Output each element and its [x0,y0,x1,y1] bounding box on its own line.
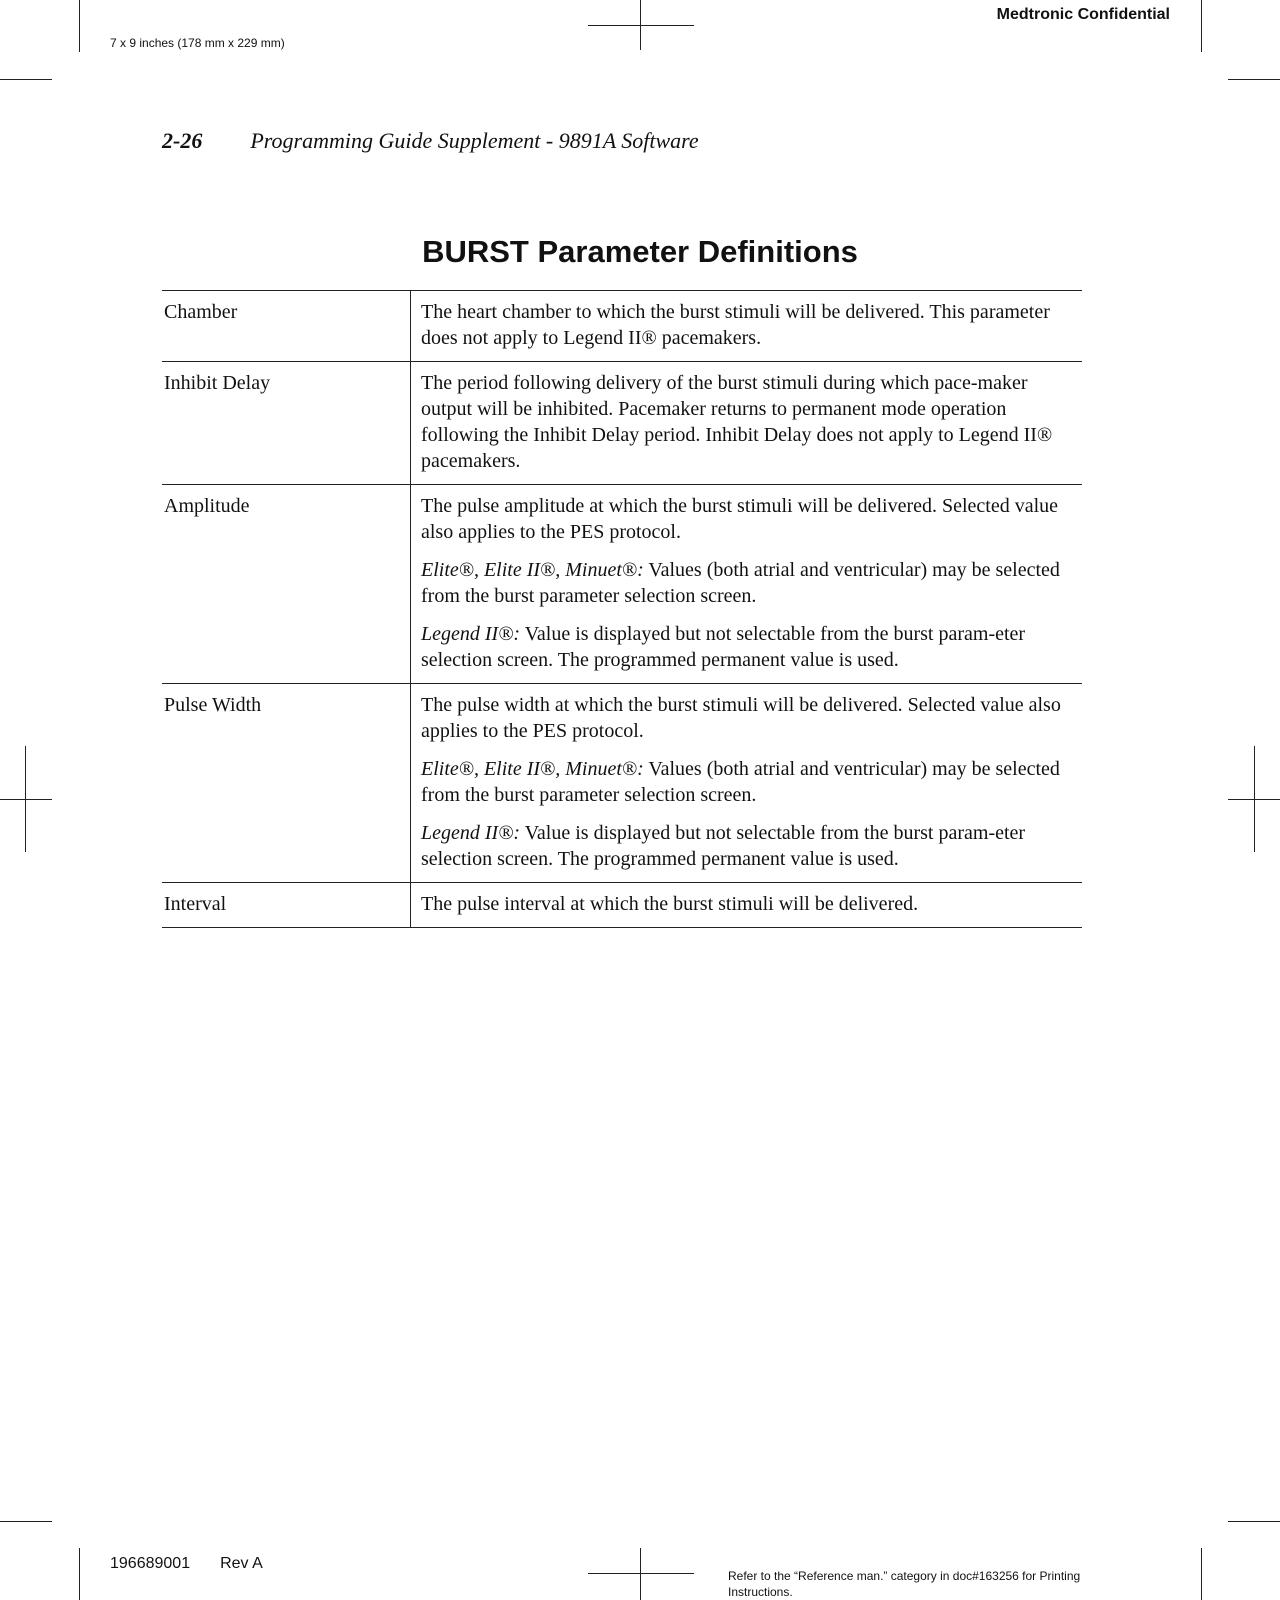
table-row [162,291,1082,362]
registration-mark [1228,799,1280,800]
definition-description [411,362,1083,485]
crop-mark [1228,1521,1280,1522]
definition-term: Amplitude [162,485,411,684]
crop-mark [79,1548,80,1600]
paragraph-text: The pulse interval at which the burst stimuli will be delivered. [421,893,919,915]
model-prefix: Elite®, Elite II®, Minuet®: [421,758,644,780]
definition-term: Chamber [162,291,411,362]
definition-paragraph [421,621,1072,673]
crop-mark [1201,1548,1202,1600]
table-row [162,883,1082,928]
paragraph-text: Values (both atrial and ventricular) may be selected from the burst parameter selection screen. [421,559,1060,607]
crop-mark [0,1521,52,1522]
definition-description [411,485,1083,684]
crop-mark [0,79,52,80]
paragraph-text: Values (both atrial and ventricular) may be selected from the burst parameter selection screen. [421,758,1060,806]
definition-paragraph [421,692,1072,744]
crop-mark [79,0,80,52]
definition-paragraph [421,299,1072,351]
definition-paragraph [421,756,1072,808]
page-size-note: 7 x 9 inches (178 mm x 229 mm) [110,36,285,50]
definition-paragraph [421,557,1072,609]
registration-mark [0,799,52,800]
paragraph-text: The heart chamber to which the burst stimuli will be delivered. This parameter does not apply to Legend II® pacemakers. [421,301,1050,349]
crop-mark [1201,0,1202,52]
footer-doc-id [110,1555,263,1573]
definitions-table [162,290,1082,928]
registration-mark [588,25,694,26]
table-row [162,362,1082,485]
definition-term: Interval [162,883,411,928]
doc-number: 196689001 [110,1555,191,1572]
running-head-title: Programming Guide Supplement - 9891A Software [250,128,699,153]
table-row [162,485,1082,684]
page-title: BURST Parameter Definitions [422,234,858,269]
table-row [162,684,1082,883]
definition-paragraph [421,370,1072,474]
definition-description [411,291,1083,362]
definition-description [411,684,1083,883]
running-head [162,128,699,154]
crop-mark [1228,79,1280,80]
definition-paragraph [421,493,1072,545]
registration-mark [588,1573,694,1574]
definition-paragraph [421,820,1072,872]
model-prefix: Legend II®: [421,822,521,844]
paragraph-text: The period following delivery of the burst stimuli during which pace-maker output will be inhibited. Pacemaker returns to permanent mode operation following the Inhibit Delay period. Inhibit Delay does not apply to Legend II® pacemakers. [421,372,1053,472]
paragraph-text: The pulse width at which the burst stimuli will be delivered. Selected value also applies to the PES protocol. [421,694,1061,742]
definition-description [411,883,1083,928]
definition-paragraph [421,891,1072,917]
model-prefix: Legend II®: [421,623,521,645]
model-prefix: Elite®, Elite II®, Minuet®: [421,559,644,581]
registration-mark [640,1548,641,1600]
revision-label: Rev A [220,1555,263,1572]
page-number: 2-26 [162,128,203,153]
definition-term: Pulse Width [162,684,411,883]
definition-term: Inhibit Delay [162,362,411,485]
paragraph-text: Value is displayed but not selectable from the burst param-eter selection screen. The programmed permanent value is used. [421,623,1026,671]
paragraph-text: The pulse amplitude at which the burst stimuli will be delivered. Selected value also applies to the PES protocol. [421,495,1059,543]
paragraph-text: Value is displayed but not selectable from the burst param-eter selection screen. The programmed permanent value is used. [421,822,1026,870]
printing-instructions-note: Refer to the “Reference man.” category in doc#163256 for Printing Instructions. [728,1569,1081,1599]
confidential-label: Medtronic Confidential [996,6,1170,23]
